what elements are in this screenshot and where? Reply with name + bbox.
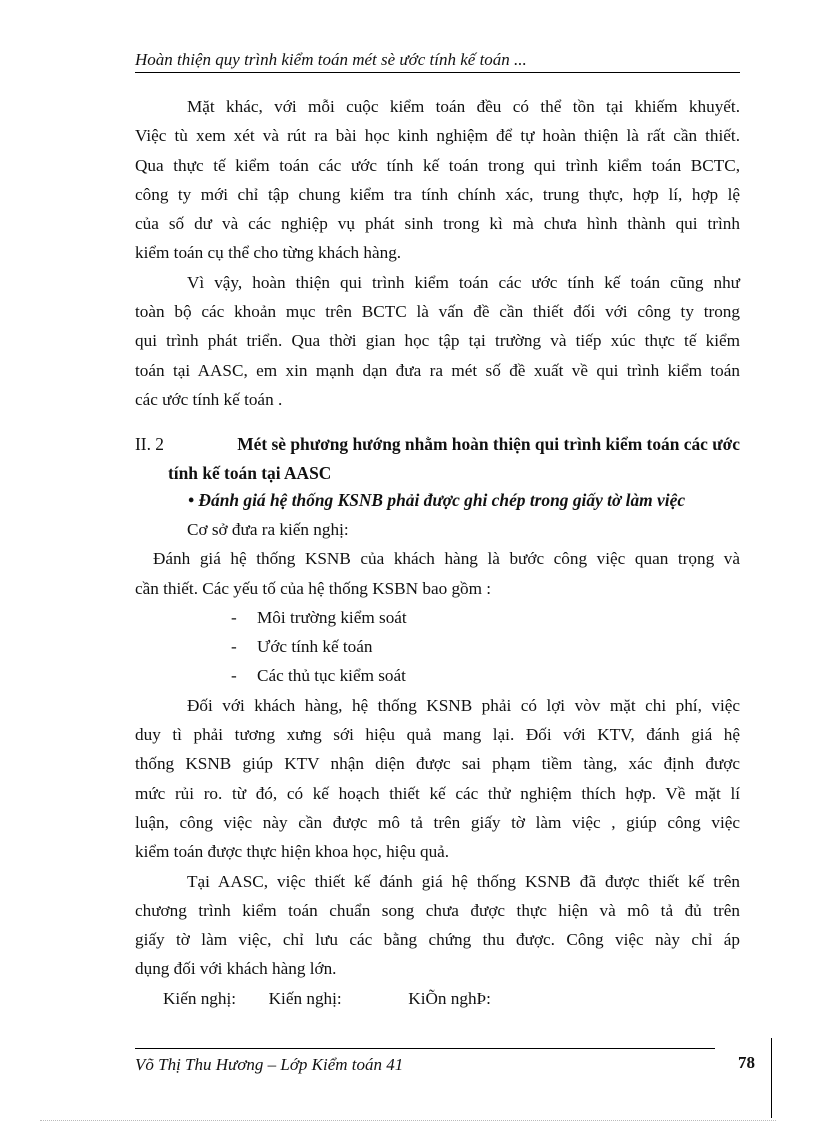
section-title-line-1: Mét sè phương hướng nhằm hoàn thiện qui trình kiểm toán các ước [237, 434, 740, 454]
recommendation-label: Kiến nghị: [268, 988, 342, 1008]
basis-label: Cơ sở đưa ra kiến nghị: [187, 520, 349, 539]
text-line: mức rủi ro. từ đó, có kế hoạch thiết kế các thử nghiệm thích hợp. Về mặt lí [135, 783, 740, 803]
page-number: 78 [738, 1053, 755, 1072]
list-item-text: Ước tính kế toán [257, 637, 373, 657]
list-item-text: Các thủ tục kiểm soát [257, 666, 406, 686]
text-line: Qua thực tế kiểm toán các ước tính kế toán trong qui trình kiểm toán BCTC, [135, 155, 740, 175]
text-line: luận, công việc này cần được mô tả trên giấy tờ làm việc , giúp công việc [135, 812, 740, 832]
body-text-2 [135, 515, 740, 1013]
text-line: Đối với khách hàng, hệ thống KSNB phải có lợi vòv mặt chi phí, việc [187, 695, 740, 715]
section-number: II. 2 [135, 434, 164, 454]
text-line: các ước tính kế toán . [135, 389, 283, 409]
list-dash: - [231, 607, 237, 627]
list-item-text: Môi trường kiểm soát [257, 607, 407, 627]
text-line: Mặt khác, với mỗi cuộc kiểm toán đều có thể tồn tại khiếm khuyết. [187, 97, 740, 116]
recommendation-label: KiÕn nghÞ: [408, 988, 491, 1008]
page-bottom-edge [40, 1120, 776, 1121]
text-line: dụng đối với khách hàng lớn. [135, 959, 337, 979]
section-title-line-2: tính kế toán tại AASC [168, 463, 332, 484]
text-line: Việc tù xem xét và rút ra bài học kinh nghiệm để tự hoàn thiện là rất cần thiết. [135, 126, 740, 146]
section-heading [135, 430, 740, 489]
text-line: toàn bộ các khoản mục trên BCTC là vấn đề cần thiết đối với công ty trong [135, 302, 740, 322]
recommendation-label: Kiến nghị: [163, 988, 237, 1008]
text-line: qui trình phát triển. Qua thời gian học tập tại trường và tiếp xúc thực tế kiểm [135, 331, 740, 351]
text-line: toán tại AASC, em xin mạnh dạn đưa ra mét số đề xuất về qui trình kiểm toán [135, 360, 740, 380]
text-line: Tại AASC, việc thiết kế đánh giá hệ thống KSNB đã được thiết kế trên [187, 871, 740, 891]
list-dash: - [231, 637, 237, 657]
text-line: giấy tờ làm việc, chỉ lưu các bằng chứng thu được. Công việc này chỉ áp [135, 930, 740, 950]
text-line: kiểm toán được thực hiện khoa học, hiệu quả. [135, 842, 450, 862]
text-line: duy tì phải tương xưng sới hiệu quả mang lại. Đối với KTV, đánh giá hệ [135, 725, 740, 745]
text-line: chương trình kiểm toán chuẩn song chưa được thực hiện và mô tả đủ trên [135, 900, 740, 920]
footer-author: Võ Thị Thu Hương – Lớp Kiểm toán 41 [135, 1055, 404, 1074]
text-line: công ty mới chỉ tập chung kiểm tra tính chính xác, trung thực, hợp lí, hợp lệ [135, 184, 740, 204]
footer-rule [135, 1048, 715, 1049]
text-line: thống KSNB giúp KTV nhận diện được sai phạm tiềm tàng, xác định được [135, 754, 740, 774]
running-header: Hoàn thiện quy trình kiểm toán mét sè ước tính kế toán ... [135, 50, 740, 73]
text-line: của số dư và các nghiệp vụ phát sinh trong kì mà chưa hình thành qui trình [135, 214, 740, 234]
list-item [135, 661, 740, 690]
recommendation-row [135, 984, 740, 1013]
list-dash: - [231, 666, 237, 686]
text-line: kiểm toán cụ thể cho từng khách hàng. [135, 243, 402, 263]
text-line: Đánh giá hệ thống KSNB của khách hàng là bước công việc quan trọng và [153, 549, 740, 569]
paragraph-1-block [135, 92, 740, 414]
text-line: Vì vậy, hoàn thiện qui trình kiểm toán các ước tính kế toán cũng như [187, 272, 740, 292]
list-item [135, 603, 740, 632]
bullet-heading: • Đánh giá hệ thống KSNB phải được ghi chép trong giấy tờ làm việc [188, 490, 686, 510]
page-border-right [771, 1038, 772, 1118]
list-item [135, 632, 740, 661]
text-line: cần thiết. Các yếu tố của hệ thống KSBN bao gồm : [135, 578, 492, 598]
